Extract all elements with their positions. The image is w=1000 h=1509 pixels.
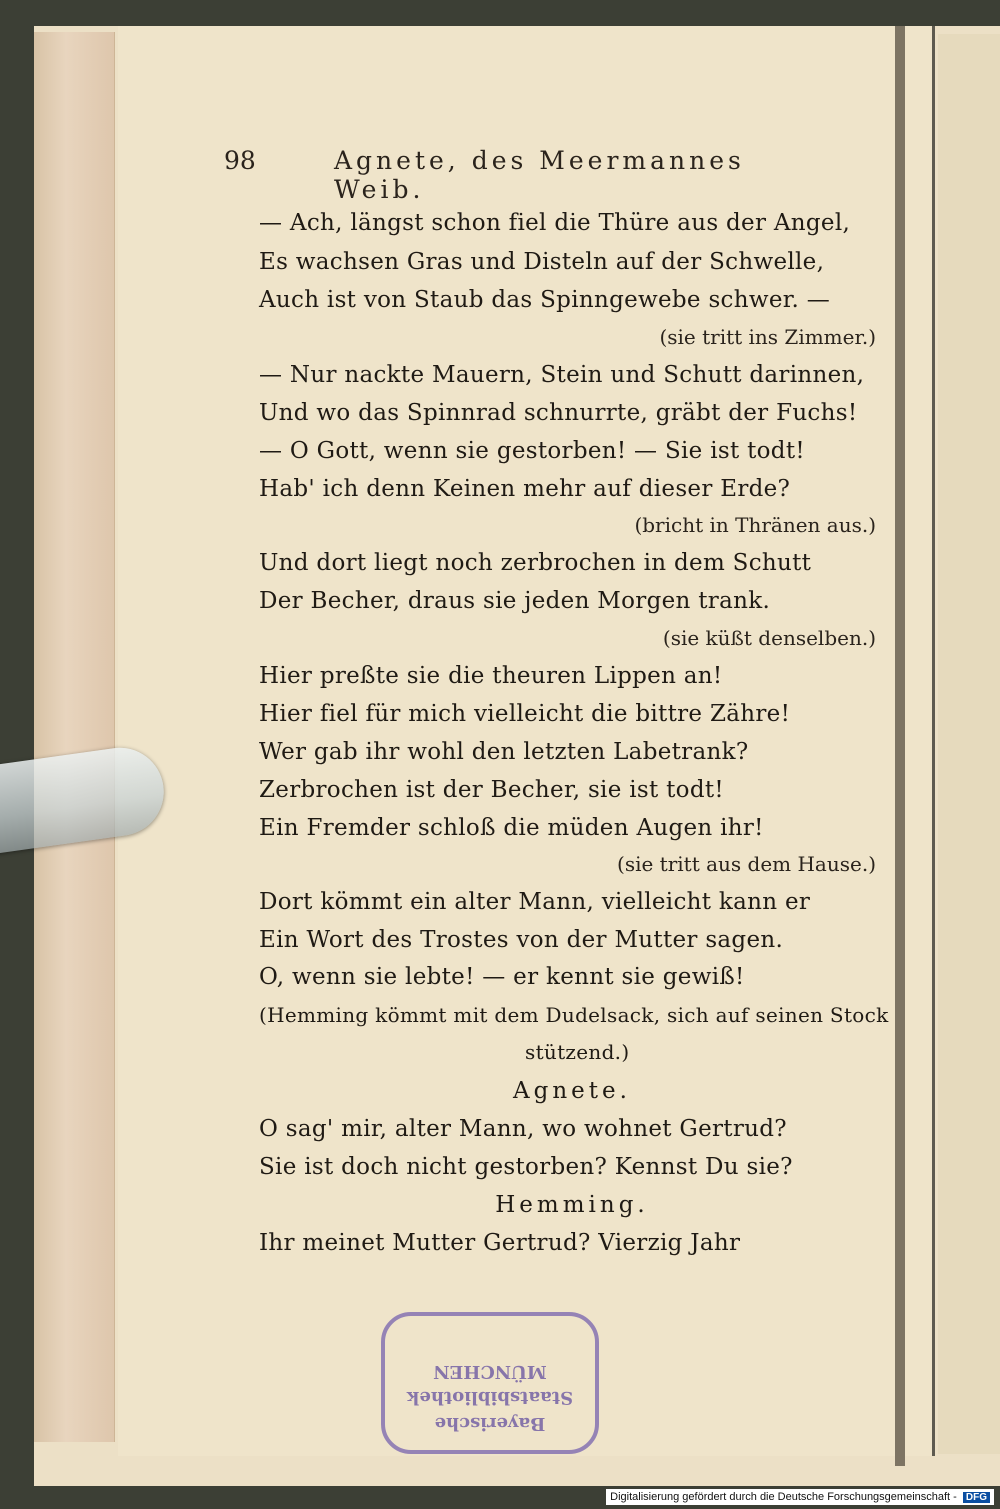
page-number: 98 — [224, 146, 256, 175]
verse-line: Hier preßte sie die theuren Lippen an! — [259, 663, 723, 689]
verse-line: Wer gab ihr wohl den letzten Labetrank? — [259, 739, 749, 765]
speaker-name: Hemming. — [495, 1192, 649, 1218]
verse-line: Es wachsen Gras und Disteln auf der Schwelle, — [259, 249, 825, 275]
verse-line: Hab' ich denn Keinen mehr auf dieser Erde? — [259, 476, 791, 502]
verse-line: Und wo das Spinnrad schnurrte, gräbt der Fuchs! — [259, 400, 858, 426]
dfg-logo-icon: DFG — [963, 1492, 990, 1503]
digitization-footer — [606, 1489, 994, 1505]
stage-direction: (Hemming kömmt mit dem Dudelsack, sich auf seinen Stock — [259, 1003, 889, 1027]
stamp-line: MÜNCHEN — [433, 1361, 547, 1382]
verse-line: Ein Wort des Trostes von der Mutter sagen. — [259, 927, 784, 953]
page-edge-stack — [34, 32, 115, 1442]
verse-line: Auch ist von Staub das Spinngewebe schwer. — — [259, 287, 831, 313]
library-stamp — [381, 1312, 599, 1454]
stage-direction: (sie küßt denselben.) — [662, 626, 876, 650]
verse-line: — O Gott, wenn sie gestorben! — Sie ist todt! — [259, 438, 805, 464]
stamp-line: Bayerische — [434, 1413, 546, 1434]
verse-line: Ein Fremder schloß die müden Augen ihr! — [259, 815, 764, 841]
verse-line: — Ach, längst schon fiel die Thüre aus der Angel, — [259, 210, 851, 236]
verse-line: Hier fiel für mich vielleicht die bittre Zähre! — [259, 701, 791, 727]
verse-line: O, wenn sie lebte! — er kennt sie gewiß! — [259, 964, 745, 990]
running-title: Agnete, des Meermannes Weib. — [334, 146, 745, 204]
stage-direction: (sie tritt aus dem Hause.) — [617, 852, 876, 876]
stage-direction: (sie tritt ins Zimmer.) — [659, 325, 876, 349]
right-page-edge — [938, 34, 1000, 1454]
verse-line: Dort kömmt ein alter Mann, vielleicht kann er — [259, 889, 811, 915]
speaker-name: Agnete. — [513, 1078, 631, 1104]
stage-direction: stützend.) — [525, 1040, 630, 1064]
verse-line: Der Becher, draus sie jeden Morgen trank. — [259, 588, 771, 614]
verse-line: Zerbrochen ist der Becher, sie ist todt! — [259, 777, 724, 803]
footer-text: Digitalisierung gefördert durch die Deutsche Forschungsgemeinschaft - — [610, 1491, 957, 1503]
verse-line: O sag' mir, alter Mann, wo wohnet Gertrud? — [259, 1116, 787, 1142]
verse-line: Sie ist doch nicht gestorben? Kennst Du sie? — [259, 1154, 793, 1180]
verse-line: — Nur nackte Mauern, Stein und Schutt darinnen, — [259, 362, 865, 388]
stage-direction: (bricht in Thränen aus.) — [634, 513, 876, 537]
book-spine — [895, 26, 905, 1466]
verse-line: Und dort liegt noch zerbrochen in dem Schutt — [259, 550, 812, 576]
verse-line: Ihr meinet Mutter Gertrud? Vierzig Jahr — [259, 1230, 741, 1256]
stamp-line: Staatsbibliothek — [406, 1387, 574, 1408]
